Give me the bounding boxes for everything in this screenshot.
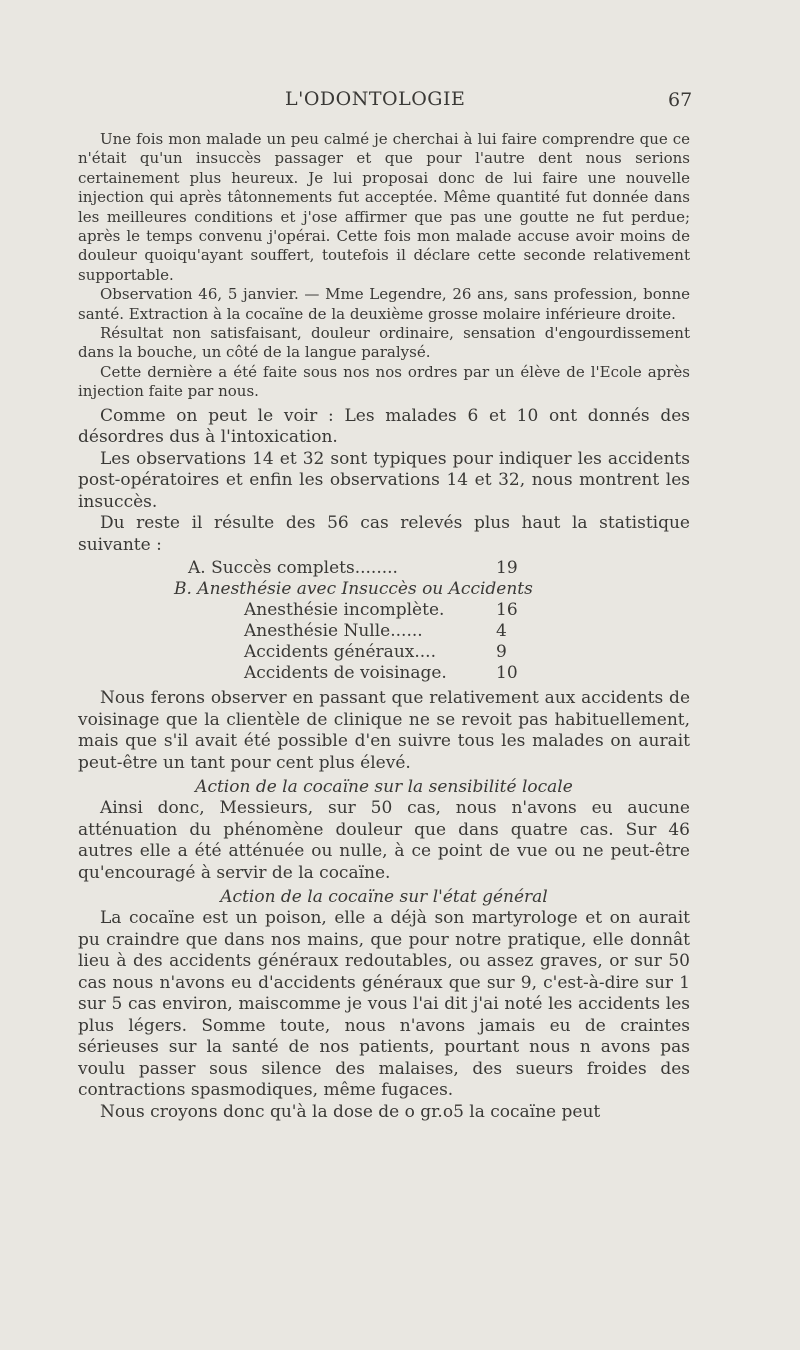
- stat-label: Accidents généraux....: [244, 642, 436, 663]
- page-header: [0, 88, 800, 118]
- stat-category-label: B. Anesthésie avec Insuccès ou Accidents: [174, 579, 533, 600]
- stat-value: 10: [496, 663, 518, 684]
- paragraph: Du reste il résulte des 56 cas relevés plus haut la statistique suivante :: [78, 513, 690, 555]
- paragraph: Les observations 14 et 32 sont typiques pour indiquer les accidents post-opératoires et enfin les observations 14 et 32, nous montrent les insuccès.: [78, 448, 690, 512]
- stat-row: [78, 642, 690, 663]
- stat-label: Accidents de voisinage.: [244, 663, 447, 684]
- stat-row: [78, 579, 690, 600]
- stat-row: [78, 621, 690, 642]
- stat-row: [78, 600, 690, 621]
- paragraph: Résultat non satisfaisant, douleur ordinaire, sensation d'engourdissement dans la bouche, un côté de la langue paralysé.: [78, 324, 690, 362]
- page-body: [78, 130, 690, 1123]
- statistics-list: [78, 558, 690, 684]
- stat-value: 19: [496, 558, 518, 579]
- paragraph: Observation 46, 5 janvier. — Mme Legendre, 26 ans, sans profession, bonne santé. Extraction à la cocaïne de la deuxième grosse molaire inférieure droite.: [78, 285, 690, 323]
- paragraph: Nous croyons donc qu'à la dose de o gr.o5 la cocaïne peut: [100, 1101, 601, 1122]
- small-print-block: [78, 130, 690, 402]
- paragraph: Ainsi donc, Messieurs, sur 50 cas, nous n'avons eu aucune atténuation du phénomène douleur que dans quatre cas. Sur 46 autres elle a été atténuée ou nulle, à ce point de vue ou ne peut-être qu'encouragé à servir de la cocaïne.: [78, 798, 690, 883]
- stat-value: 9: [496, 642, 507, 663]
- running-title: L'ODONTOLOGIE: [285, 88, 466, 110]
- paragraph: Comme on peut le voir : Les malades 6 et 10 ont donnés des désordres dus à l'intoxication.: [78, 405, 690, 448]
- paragraph: La cocaïne est un poison, elle a déjà son martyrologe et on aurait pu craindre que dans nos mains, que pour notre pratique, elle donnât lieu à des accidents généraux redoutables, ou assez graves, or sur 50 cas nous n'avons eu d'accidents généraux que sur 9, c'est-à-dire sur 1 sur 5 cas environ, maiscomme je vous l'ai dit j'ai noté les accidents les plus légers. Somme toute, nous n'avons jamais eu de craintes sérieuses sur la santé de nos patients, pourtant nous n avons pas voulu passer sous silence des malaises, des sueurs froides des contractions spasmodiques, même fugaces.: [78, 908, 690, 1101]
- stat-label: Anesthésie Nulle......: [244, 621, 423, 642]
- section-heading: Action de la cocaïne sur l'état général: [220, 887, 548, 908]
- section-heading: Action de la cocaïne sur la sensibilité locale: [195, 777, 573, 798]
- paragraph: Une fois mon malade un peu calmé je cherchai à lui faire comprendre que ce n'était qu'un insuccès passager et que pour l'autre dent nous serions certainement plus heureux. Je lui proposai donc de lui faire une nouvelle injection qui après tâtonnements fut acceptée. Même quantité fut donnée dans les meilleures conditions et j'ose affirmer que pas une goutte ne fut perdue; après le temps convenu j'opérai. Cette fois mon malade accuse avoir moins de douleur quoiqu'ayant souffert, toutefois il déclare cette seconde relativement supportable.: [78, 130, 690, 284]
- stat-row: [78, 558, 690, 579]
- stat-label: Anesthésie incomplète.: [244, 600, 445, 621]
- stat-value: 4: [496, 621, 507, 642]
- stat-row: [78, 663, 690, 684]
- stat-value: 16: [496, 600, 518, 621]
- page-number: 67: [668, 89, 693, 111]
- stat-label: A. Succès complets........: [188, 558, 398, 579]
- paragraph: Cette dernière a été faite sous nos nos ordres par un élève de l'Ecole après injection faite par nous.: [78, 362, 690, 401]
- paragraph: Nous ferons observer en passant que relativement aux accidents de voisinage que la clientèle de clinique ne se revoit pas habituellement, mais que s'il avait été possible d'en suivre tous les malades on aurait peut-être un tant pour cent plus élevé.: [78, 688, 690, 773]
